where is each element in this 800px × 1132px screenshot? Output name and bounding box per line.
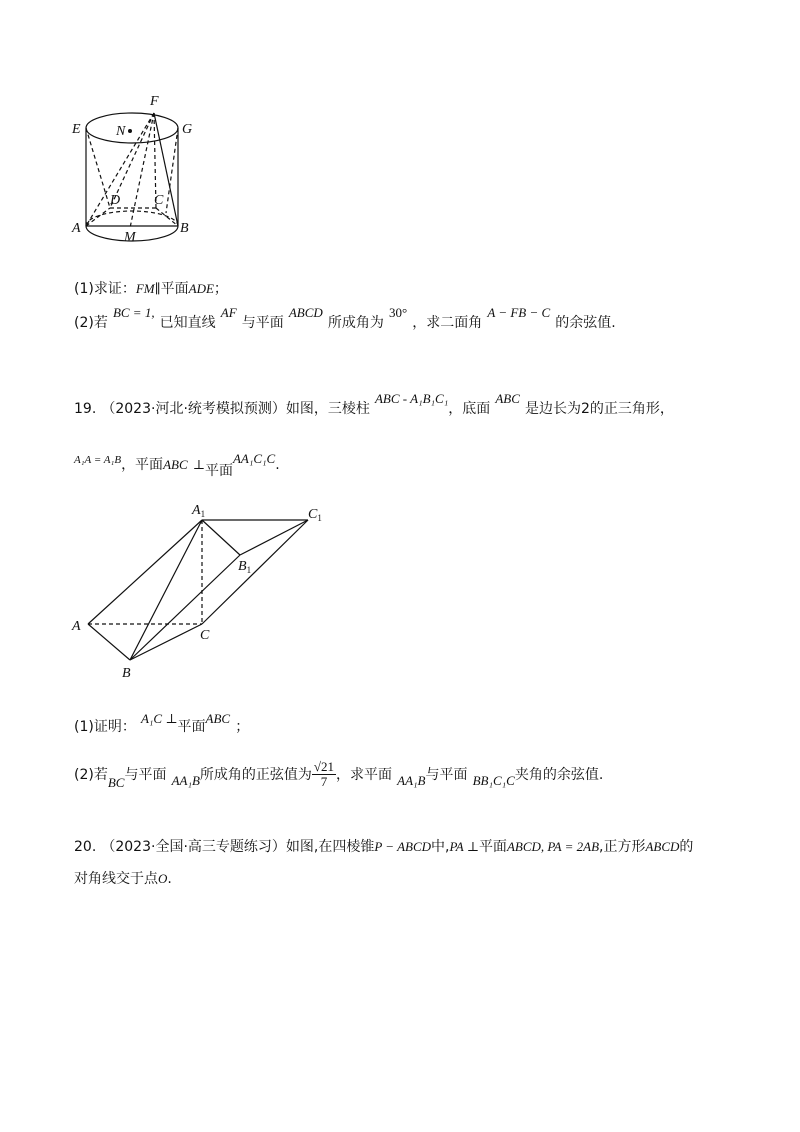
label-C: C bbox=[154, 193, 164, 208]
q18-p2-prefix: (2)若 bbox=[74, 315, 108, 331]
perp-symbol: ⊥ bbox=[192, 457, 205, 472]
edge-A1B bbox=[130, 520, 202, 660]
q19-p2-t3: ，求平面 bbox=[336, 767, 393, 783]
q19-condition bbox=[74, 451, 280, 479]
label-E: E bbox=[72, 122, 81, 137]
q20-abcd: ABCD, PA = 2AB bbox=[506, 839, 600, 854]
q19-prism: ABC - A₁B₁C₁ bbox=[374, 391, 449, 406]
label-D: D bbox=[110, 193, 121, 208]
q18-p1-prefix: (1)求证： bbox=[74, 281, 136, 297]
q19-p2-t4: 与平面 bbox=[425, 767, 468, 783]
label-B1: $B_1$ bbox=[238, 559, 252, 575]
q19-base: ABC bbox=[495, 391, 520, 406]
q20-point-o: O bbox=[158, 871, 168, 886]
label-M: M bbox=[124, 230, 136, 245]
q19-t1: ，底面 bbox=[448, 401, 491, 417]
q19-p2-plane2: AA₁B bbox=[397, 773, 426, 788]
q19-cond-abc: ABC bbox=[163, 457, 188, 472]
q19-p1-t: 平面 bbox=[177, 719, 206, 735]
q19-p2-t2: 所成角的正弦值为 bbox=[199, 767, 312, 783]
q18-part1 bbox=[74, 278, 228, 299]
q20-abcd2: ABCD bbox=[645, 839, 680, 854]
top-ellipse bbox=[86, 113, 178, 143]
q19-p2-bc: BC bbox=[107, 775, 125, 790]
q19-p1-suffix: ； bbox=[235, 719, 250, 735]
edge-B1C1 bbox=[240, 520, 308, 555]
q19-cond-t2: 平面 bbox=[204, 463, 233, 479]
q18-p1-mid: 平面 bbox=[160, 281, 189, 297]
q19-p2-plane1: AA₁B bbox=[171, 773, 200, 788]
segment-FM bbox=[130, 113, 154, 228]
q20-line2 bbox=[74, 868, 172, 889]
q18-p2-t2: 与平面 bbox=[241, 315, 284, 331]
cylinder-figure bbox=[70, 88, 200, 248]
label-A1: $A_1$ bbox=[192, 503, 206, 519]
edge-CC1 bbox=[202, 520, 308, 624]
label-A: A bbox=[72, 619, 81, 634]
label-C: C bbox=[200, 628, 210, 643]
q19-p2-prefix: (2)若 bbox=[74, 767, 108, 783]
q20-t1: 中, bbox=[431, 839, 450, 855]
q19-t2: 是边长为2的正三角形， bbox=[525, 401, 674, 417]
q19-source: （2023·河北·统考模拟预测）如图，三棱柱 bbox=[101, 401, 370, 417]
q19-p2-t1: 与平面 bbox=[124, 767, 167, 783]
q19-part1 bbox=[74, 711, 250, 737]
prism-figure bbox=[68, 500, 338, 685]
q18-part2 bbox=[74, 305, 616, 333]
q20-t2: 平面 bbox=[478, 839, 507, 855]
segment-AD bbox=[86, 208, 110, 226]
q18-p2-math-angle: A − FB − C bbox=[487, 305, 551, 320]
q19-cond-a: A₁A = A₁B bbox=[74, 454, 122, 466]
sine-fraction bbox=[312, 760, 336, 789]
q20-line2-text: 对角线交于点 bbox=[74, 871, 158, 887]
q20-number: 20. bbox=[74, 839, 97, 855]
q18-p1-math2: ADE bbox=[188, 281, 214, 296]
q19-cond-t: ，平面 bbox=[121, 457, 164, 473]
q18-p1-suffix: ； bbox=[213, 281, 228, 297]
q18-p2-angle: 30° bbox=[388, 305, 408, 320]
label-C1: $C_1$ bbox=[308, 507, 322, 523]
parallel-symbol: ∥ bbox=[154, 281, 161, 296]
q18-p2-cond: BC = 1, bbox=[112, 305, 155, 320]
q20-line1-text: （2023·全国·高三专题练习）如图,在四棱锥 bbox=[101, 839, 375, 855]
q20-end: . bbox=[167, 871, 172, 887]
q19-number: 19. bbox=[74, 401, 97, 417]
q19-p1-prefix: (1)证明： bbox=[74, 719, 136, 735]
q19-header bbox=[74, 391, 674, 419]
edge-AB bbox=[88, 624, 130, 660]
label-A: A bbox=[72, 221, 81, 236]
label-G: G bbox=[182, 122, 193, 137]
q18-p2-abcd: ABCD bbox=[288, 305, 323, 320]
edge-BC bbox=[130, 624, 202, 660]
q20-pa: PA ⊥ bbox=[449, 839, 479, 854]
q19-p2-plane3: BB₁C₁C bbox=[472, 773, 515, 788]
q18-p2-t1: 已知直线 bbox=[159, 315, 216, 331]
edge-A1B1 bbox=[202, 520, 240, 555]
fraction-numerator: √21 bbox=[313, 759, 335, 774]
q19-p1-math2: ABC bbox=[205, 711, 231, 726]
q18-p2-t3: 所成角为 bbox=[327, 315, 384, 331]
q18-p1-math: FM bbox=[135, 281, 155, 296]
q18-p2-t4: ，求二面角 bbox=[412, 315, 483, 331]
fraction-denominator: 7 bbox=[320, 774, 328, 789]
q19-p2-t5: 夹角的余弦值. bbox=[514, 767, 604, 783]
q18-p2-af: AF bbox=[220, 305, 237, 320]
q19-cond-plane: AA₁C₁C bbox=[232, 451, 276, 466]
q19-p1-math: A₁C ⊥ bbox=[140, 711, 178, 726]
q20-line1 bbox=[74, 836, 693, 857]
q20-pyramid: P − ABCD bbox=[374, 839, 432, 854]
q20-t4: 的 bbox=[679, 839, 694, 855]
label-B: B bbox=[180, 221, 189, 236]
q18-p2-t5: 的余弦值. bbox=[555, 315, 616, 331]
q19-cond-end: . bbox=[275, 457, 280, 473]
q19-part2 bbox=[74, 760, 603, 789]
point-N bbox=[128, 129, 132, 133]
label-B: B bbox=[122, 666, 131, 681]
label-F: F bbox=[150, 94, 159, 109]
label-N: N bbox=[116, 124, 126, 139]
q20-t3: ,正方形 bbox=[599, 839, 646, 855]
